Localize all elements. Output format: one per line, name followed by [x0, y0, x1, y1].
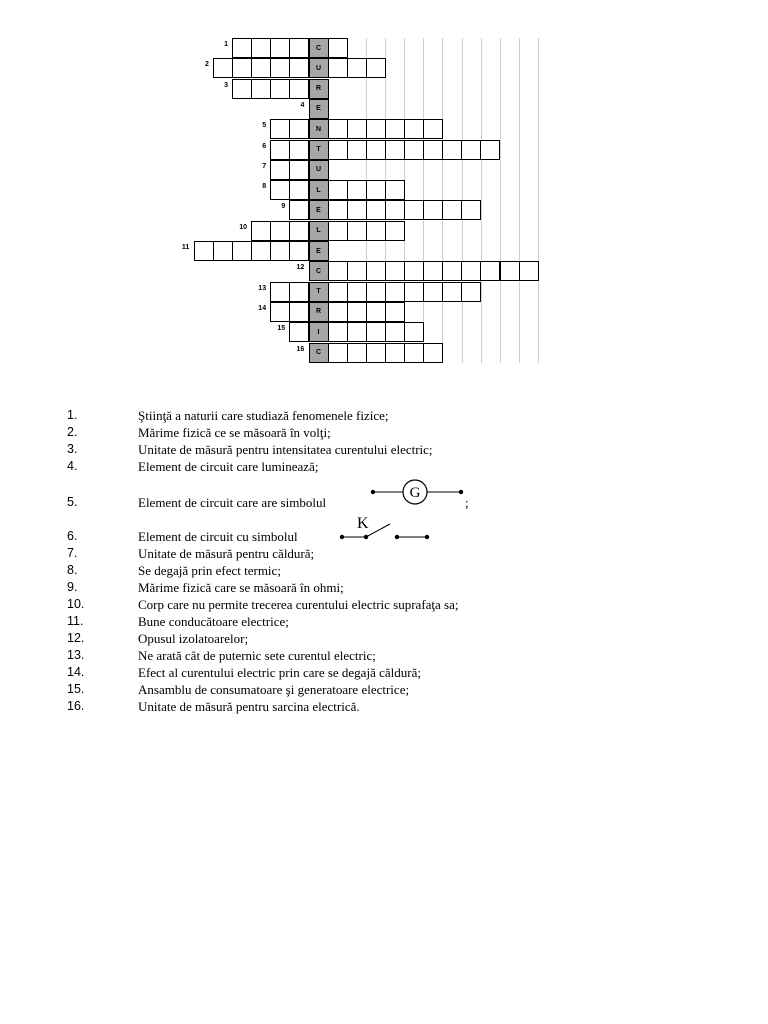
- crossword-cell: [442, 140, 462, 160]
- crossword-row-number: 1: [224, 41, 228, 48]
- crossword-cell: [404, 322, 424, 342]
- clue-number: 15.: [67, 682, 85, 696]
- crossword-row-number: 15: [277, 325, 286, 333]
- clue-number: 16.: [67, 699, 85, 713]
- clue-suffix: ;: [465, 495, 469, 510]
- crossword-cell: [289, 160, 309, 180]
- clue-text: Mărime fizică ce se măsoară în volţi;: [138, 425, 331, 440]
- crossword-cell: [347, 343, 367, 363]
- clue-item: [0, 407, 768, 424]
- clue-number: 3.: [67, 442, 78, 456]
- generator-symbol-icon: [365, 478, 470, 506]
- crossword-cell: [251, 79, 271, 99]
- crossword-cell: [347, 282, 367, 302]
- crossword-row-number: 10: [239, 223, 247, 231]
- clue-number: 1.: [67, 408, 78, 422]
- crossword-cell: [423, 261, 443, 281]
- crossword-cell: [328, 38, 348, 58]
- keyword-cell: C: [309, 38, 329, 58]
- crossword-cell: [385, 343, 405, 363]
- crossword-cell: [347, 119, 367, 139]
- crossword-cell: [404, 261, 424, 281]
- crossword-cell: [289, 58, 309, 78]
- grid-guide-line: [519, 38, 520, 363]
- clue-number: 14.: [67, 665, 85, 679]
- crossword-row-number: 13: [258, 284, 267, 292]
- clue-text: Se degajă prin efect termic;: [138, 563, 281, 578]
- crossword-cell: [385, 322, 405, 342]
- crossword-cell: [328, 119, 348, 139]
- crossword-cell: [461, 200, 481, 220]
- crossword-cell: [232, 38, 252, 58]
- crossword-cell: [270, 58, 290, 78]
- crossword-cell: [328, 322, 348, 342]
- crossword-cell: [328, 140, 348, 160]
- crossword-cell: [347, 302, 367, 322]
- crossword-cell: [251, 221, 271, 241]
- crossword-cell: [289, 180, 309, 200]
- crossword-cell: [366, 343, 386, 363]
- grid-guide-line: [500, 38, 501, 363]
- crossword-cell: [423, 343, 443, 363]
- crossword-cell: [366, 302, 386, 322]
- crossword-cell: [385, 282, 405, 302]
- clue-text: Element de circuit cu simbolul: [138, 529, 298, 544]
- clue-text: Element de circuit care are simbolul: [138, 495, 327, 510]
- crossword-cell: [347, 200, 367, 220]
- crossword-row-number: 5: [262, 122, 267, 130]
- crossword-row-number: 6: [262, 142, 267, 150]
- crossword-row-number: 3: [224, 81, 228, 89]
- crossword-cell: [270, 241, 290, 261]
- crossword-cell: [194, 241, 214, 261]
- crossword-cell: [289, 119, 309, 139]
- crossword-cell: [251, 58, 271, 78]
- crossword-cell: [270, 160, 290, 180]
- crossword-cell: [289, 38, 309, 58]
- crossword-cell: [289, 140, 309, 160]
- crossword-cell: [347, 322, 367, 342]
- crossword-cell: [251, 38, 271, 58]
- clue-item: [0, 664, 768, 681]
- crossword-row-number: 8: [262, 183, 267, 191]
- crossword-row-number: 7: [262, 162, 267, 170]
- crossword-cell: [366, 322, 386, 342]
- crossword-cell: [385, 140, 405, 160]
- keyword-cell: L: [309, 221, 329, 241]
- clue-text: Corp care nu permite trecerea curentului electric suprafaţa sa;: [138, 597, 459, 612]
- crossword-cell: [347, 180, 367, 200]
- clue-item: [0, 647, 768, 664]
- crossword-cell: [232, 241, 252, 261]
- crossword-cell: [347, 140, 367, 160]
- crossword-cell: [289, 241, 309, 261]
- crossword-cell: [366, 58, 386, 78]
- crossword-cell: [442, 200, 462, 220]
- clue-item: [0, 441, 768, 458]
- clue-text: Ştiinţă a naturii care studiază fenomenele fizice;: [138, 408, 389, 423]
- clue-number: 11.: [67, 614, 84, 628]
- crossword-cell: [328, 180, 348, 200]
- keyword-cell: C: [309, 261, 329, 281]
- crossword-cell: [423, 140, 443, 160]
- crossword-cell: [347, 221, 367, 241]
- keyword-cell: E: [309, 99, 329, 119]
- clue-text: Ne arată cât de puternic sete curentul electric;: [138, 648, 376, 663]
- crossword-row-number: 4: [300, 101, 305, 109]
- clue-item: [0, 579, 768, 596]
- crossword-row-number: 11: [181, 244, 190, 251]
- crossword-cell: [366, 221, 386, 241]
- clue-text: Unitate de măsură pentru intensitatea curentului electric;: [138, 442, 433, 457]
- crossword-cell: [404, 119, 424, 139]
- crossword-row-number: 12: [296, 264, 305, 272]
- keyword-cell: C: [309, 343, 329, 363]
- crossword-cell: [385, 200, 405, 220]
- clue-text: Opusul izolatoarelor;: [138, 631, 249, 646]
- crossword-cell: [442, 261, 462, 281]
- clue-number: 13.: [67, 648, 85, 662]
- crossword-cell: [366, 119, 386, 139]
- crossword-cell: [232, 58, 252, 78]
- crossword-cell: [270, 180, 290, 200]
- crossword-cell: [442, 282, 462, 302]
- crossword-cell: [366, 282, 386, 302]
- crossword-cell: [480, 140, 500, 160]
- crossword-cell: [404, 200, 424, 220]
- keyword-cell: R: [309, 79, 329, 99]
- crossword-cell: [366, 200, 386, 220]
- crossword-cell: [480, 261, 500, 281]
- crossword-cell: [385, 261, 405, 281]
- clue-item: [0, 424, 768, 441]
- crossword-cell: [404, 343, 424, 363]
- crossword-cell: [385, 180, 405, 200]
- crossword-cell: [328, 221, 348, 241]
- crossword-cell: [289, 322, 309, 342]
- crossword-grid: [0, 0, 768, 380]
- crossword-cell: [270, 38, 290, 58]
- crossword-cell: [347, 58, 367, 78]
- crossword-cell: [366, 180, 386, 200]
- generator-letter: G: [409, 485, 421, 501]
- clue-text: Ansamblu de consumatoare şi generatoare electrice;: [138, 682, 410, 697]
- crossword-cell: [270, 119, 290, 139]
- clue-text: Unitate de măsură pentru căldură;: [138, 546, 315, 561]
- keyword-cell: T: [309, 282, 329, 302]
- crossword-cell: [289, 200, 309, 220]
- grid-guide-line: [538, 38, 539, 363]
- keyword-cell: T: [309, 140, 329, 160]
- crossword-cell: [270, 221, 290, 241]
- crossword-cell: [232, 79, 252, 99]
- clue-number: 2.: [67, 425, 78, 439]
- clue-item: [0, 681, 768, 698]
- crossword-cell: [328, 282, 348, 302]
- keyword-cell: I: [309, 322, 329, 342]
- clue-item: [0, 698, 768, 715]
- crossword-cell: [213, 58, 233, 78]
- crossword-cell: [213, 241, 233, 261]
- crossword-cell: [500, 261, 520, 281]
- clue-number: 5.: [67, 495, 78, 509]
- clue-number: 7.: [67, 546, 78, 560]
- crossword-cell: [289, 79, 309, 99]
- crossword-cell: [404, 140, 424, 160]
- clue-number: 8.: [67, 563, 78, 577]
- switch-symbol-icon: [335, 512, 435, 544]
- clue-item: [0, 613, 768, 630]
- crossword-cell: [289, 282, 309, 302]
- keyword-cell: N: [309, 119, 329, 139]
- crossword-row-number: 9: [281, 203, 286, 211]
- crossword-cell: [385, 302, 405, 322]
- crossword-cell: [270, 140, 290, 160]
- crossword-row-number: 14: [258, 304, 267, 312]
- crossword-cell: [347, 261, 367, 281]
- keyword-cell: L: [309, 180, 329, 200]
- crossword-cell: [328, 261, 348, 281]
- crossword-cell: [328, 58, 348, 78]
- clue-text: Efect al curentului electric prin care se degajă căldură;: [138, 665, 421, 680]
- crossword-cell: [385, 221, 405, 241]
- crossword-cell: [404, 282, 424, 302]
- crossword-cell: [289, 302, 309, 322]
- clue-number: 4.: [67, 459, 78, 473]
- clue-text: Unitate de măsură pentru sarcina electrică.: [138, 699, 360, 714]
- crossword-cell: [366, 261, 386, 281]
- crossword-cell: [423, 282, 443, 302]
- crossword-row-number: 2: [205, 61, 209, 69]
- crossword-cell: [328, 343, 348, 363]
- clue-number: 10.: [67, 597, 85, 611]
- clue-text: Bune conducătoare electrice;: [138, 614, 289, 629]
- clue-item: [0, 630, 768, 647]
- keyword-cell: E: [309, 241, 329, 261]
- clue-text: Mărime fizică care se măsoară în ohmi;: [138, 580, 344, 595]
- crossword-cell: [270, 282, 290, 302]
- crossword-cell: [251, 241, 271, 261]
- crossword-cell: [385, 119, 405, 139]
- keyword-cell: U: [309, 160, 329, 180]
- crossword-cell: [270, 302, 290, 322]
- keyword-cell: R: [309, 302, 329, 322]
- clue-item: [0, 458, 768, 475]
- clue-item: [0, 545, 768, 562]
- switch-letter: K: [357, 515, 369, 532]
- crossword-cell: [328, 200, 348, 220]
- clue-item: [0, 562, 768, 579]
- crossword-cell: [270, 79, 290, 99]
- crossword-row-number: 16: [296, 345, 305, 353]
- keyword-cell: U: [309, 58, 329, 78]
- crossword-cell: [461, 282, 481, 302]
- crossword-cell: [289, 221, 309, 241]
- crossword-cell: [328, 302, 348, 322]
- clue-number: 9.: [67, 580, 78, 594]
- clue-number: 12.: [67, 631, 85, 645]
- clue-number: 6.: [67, 529, 78, 543]
- crossword-cell: [461, 261, 481, 281]
- crossword-cell: [461, 140, 481, 160]
- crossword-cell: [519, 261, 539, 281]
- clue-text: Element de circuit care luminează;: [138, 459, 319, 474]
- clue-item: [0, 596, 768, 613]
- crossword-cell: [366, 140, 386, 160]
- keyword-cell: E: [309, 200, 329, 220]
- crossword-cell: [423, 119, 443, 139]
- crossword-cell: [423, 200, 443, 220]
